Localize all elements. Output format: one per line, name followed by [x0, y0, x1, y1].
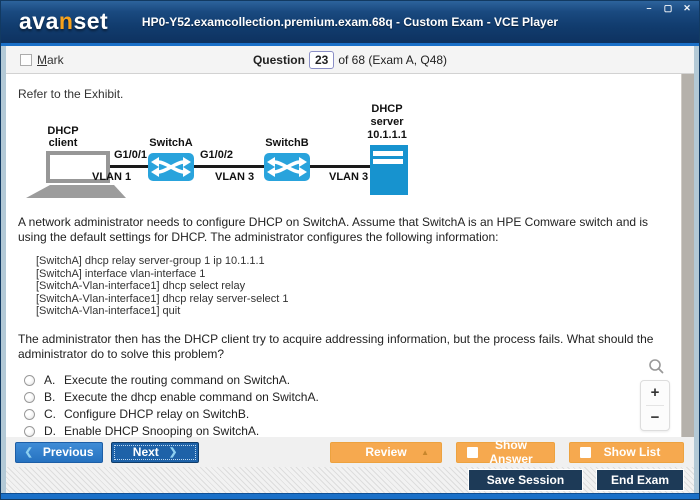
session-footer — [6, 467, 694, 493]
option-b-text: Execute the dhcp enable command on SwitchA. — [64, 390, 319, 404]
option-d[interactable] — [18, 423, 668, 440]
title-bar — [1, 1, 699, 43]
logo-prefix: ava — [19, 8, 59, 34]
dhcp-client-label — [33, 125, 93, 149]
show-answer-checkbox[interactable] — [467, 447, 478, 458]
server-bar — [373, 159, 403, 164]
option-d-letter: D. — [44, 424, 56, 438]
previous-label: Previous — [42, 445, 94, 459]
option-a-radio[interactable] — [24, 375, 35, 386]
logo-accent: n — [58, 8, 74, 34]
port-label-g101: G1/0/1 — [114, 149, 148, 161]
zoom-in-button[interactable]: + — [650, 384, 660, 401]
option-b-radio[interactable] — [24, 392, 35, 403]
review-button[interactable] — [330, 442, 442, 463]
question-paragraph-2: The administrator then has the DHCP client try to acquire addressing information, but the process fails. What should the administrator do to solve this problem? — [18, 331, 654, 361]
dhcp-client-label-line1: DHCP — [47, 125, 79, 137]
window-title: HP0-Y52.examcollection.premium.exam.68q - Custom Exam - VCE Player — [141, 15, 559, 29]
question-content — [6, 74, 694, 437]
question-meta: of 68 (Exam A, Q48) — [338, 52, 448, 67]
port-label-g102: G1/0/2 — [200, 149, 234, 161]
dhcp-server-label-line1: DHCP — [371, 103, 403, 115]
option-c-text: Configure DHCP relay on SwitchB. — [64, 407, 250, 421]
server-bar — [373, 151, 403, 156]
dhcp-server-label-line3: 10.1.1.1 — [367, 129, 407, 141]
zoom-widget — [640, 358, 672, 431]
mark-label-rest: ark — [47, 52, 64, 67]
config-line: [SwitchA-Vlan-interface1] dhcp select relay — [36, 280, 246, 292]
minimize-icon[interactable]: – — [646, 3, 652, 13]
config-line: [SwitchA-Vlan-interface1] dhcp relay server-select 1 — [36, 292, 289, 305]
config-line: [SwitchA-Vlan-interface1] quit — [36, 305, 181, 317]
logo-suffix: set — [73, 8, 109, 34]
close-icon[interactable]: ✕ — [683, 3, 691, 13]
magnifier-icon[interactable] — [647, 358, 665, 376]
question-paragraph-1: A network administrator needs to configure DHCP on SwitchA. Assume that SwitchA is an HPE Comware switch and is using the default settings for DHCP. The administrator configures the following information: — [18, 215, 649, 244]
show-answer-button[interactable] — [456, 438, 555, 466]
dhcp-server-label-line2: server — [370, 116, 404, 128]
vlan3-label-a: VLAN 3 — [215, 171, 255, 183]
switch-b-label: SwitchB — [265, 137, 309, 149]
review-label: Review — [365, 445, 407, 459]
config-line: [SwitchA] dhcp relay server-group 1 ip 10.1.1.1 — [36, 255, 265, 267]
show-list-label: Show List — [603, 445, 661, 459]
config-line: [SwitchA] interface vlan-interface 1 — [36, 267, 206, 280]
window-frame — [1, 46, 699, 493]
window-bottom-border — [1, 493, 699, 499]
chevron-right-icon: ❯ — [168, 446, 178, 458]
show-list-button[interactable] — [569, 442, 684, 463]
save-session-button[interactable]: Save Session — [468, 469, 583, 491]
show-list-checkbox[interactable] — [580, 447, 591, 458]
maximize-icon[interactable]: ▢ — [663, 3, 673, 13]
zoom-box — [640, 380, 670, 431]
option-d-radio[interactable] — [24, 426, 35, 437]
next-label: Next — [132, 445, 159, 459]
network-link-line — [98, 165, 392, 168]
option-d-text: Enable DHCP Snooping on SwitchA. — [64, 424, 260, 438]
next-button[interactable] — [111, 442, 199, 463]
exhibit-intro: Refer to the Exhibit. — [18, 87, 124, 101]
vertical-scrollbar[interactable] — [681, 74, 694, 437]
dhcp-client-label-line2: client — [48, 137, 78, 149]
dhcp-server-label — [354, 103, 420, 142]
zoom-out-button[interactable]: − — [650, 409, 660, 426]
switch-b-icon — [264, 153, 310, 181]
server-icon — [370, 145, 408, 195]
config-block — [36, 255, 668, 318]
chevron-left-icon: ❮ — [24, 446, 33, 458]
option-a-letter: A. — [44, 373, 56, 387]
end-exam-button[interactable]: End Exam — [596, 469, 684, 491]
question-counter — [6, 51, 694, 69]
option-c-radio[interactable] — [24, 409, 35, 420]
laptop-base-icon — [26, 185, 126, 198]
option-b-letter: B. — [44, 390, 56, 404]
switch-a-icon — [148, 153, 194, 181]
answer-options — [18, 372, 668, 440]
previous-button[interactable] — [15, 442, 103, 463]
vlan3-label-b: VLAN 3 — [329, 171, 369, 183]
switch-a-label: SwitchA — [149, 137, 193, 149]
question-number-box[interactable]: 23 — [309, 51, 334, 69]
vlan1-label: VLAN 1 — [92, 171, 132, 183]
mark-label-initial: M — [37, 52, 47, 67]
network-diagram — [18, 105, 458, 205]
caret-up-icon: ▲ — [421, 447, 429, 457]
window-controls — [643, 3, 693, 13]
option-a[interactable] — [18, 372, 668, 389]
option-c-letter: C. — [44, 407, 56, 421]
show-answer-label: Show Answer — [489, 438, 533, 466]
question-label: Question — [252, 52, 305, 67]
option-a-text: Execute the routing command on SwitchA. — [64, 373, 291, 387]
bottom-toolbar — [6, 437, 694, 467]
option-c[interactable] — [18, 406, 668, 423]
question-header — [6, 46, 694, 74]
option-b[interactable] — [18, 389, 668, 406]
